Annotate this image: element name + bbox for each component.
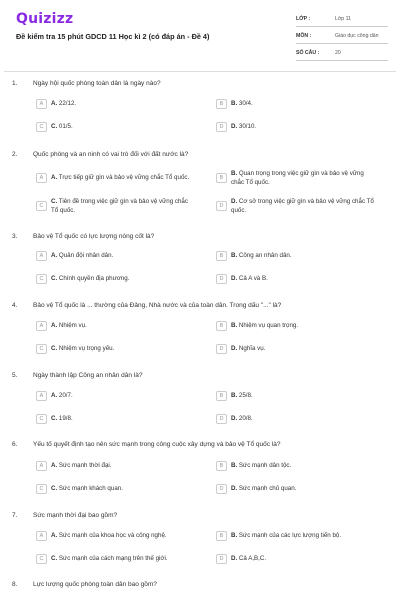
option-letter-box: B [216,531,227,541]
option-prefix: A. [51,252,58,259]
option-prefix: D. [231,275,238,282]
option-letter-box: D [216,122,227,132]
option-letter-box: C [36,414,47,424]
option-text: Tiên đề trong việc giữ gìn và bảo vệ vững chắc Tổ quốc. [51,198,188,214]
meta-value: 20 [335,50,341,56]
option-prefix: D. [231,345,238,352]
option-text: Cả A và B. [238,275,268,282]
header-divider [4,71,396,72]
option-letter-box: D [216,554,227,564]
meta-value: Giáo dục công dân [335,33,379,39]
option-text: Sức mạnh dân tộc. [238,462,292,469]
option-letter-box: C [36,122,47,132]
option-prefix: D. [231,555,238,562]
option-prefix: B. [231,462,238,469]
option-text: 30/4. [238,100,253,107]
option-letter-box: A [36,173,47,183]
option-prefix: D. [231,485,238,492]
option-prefix: A. [51,322,58,329]
option-prefix: A. [51,174,58,181]
option-prefix: B. [231,532,238,539]
option-letter-box: C [36,554,47,564]
meta-row-subject [296,30,388,44]
option-text: Nhiệm vụ trọng yếu. [58,345,115,352]
question-text: Bảo vệ Tổ quốc có lực lượng nòng cốt là? [33,233,155,240]
question-text: Ngày thành lập Công an nhân dân là? [33,372,143,379]
option-letter-box: B [216,173,227,183]
option-text: Sức mạnh của khoa học và công nghệ. [58,532,167,539]
option-letter-box: B [216,391,227,401]
option-prefix: D. [231,198,238,205]
option-letter-box: B [216,99,227,109]
option-prefix: C. [51,345,58,352]
option-text: Trực tiếp giữ gìn và bảo vệ vững chắc Tổ quốc. [58,174,190,181]
option-letter-box: C [36,484,47,494]
option-text: Quan trọng trong việc giữ gìn và bảo vệ vững chắc Tổ quốc. [231,170,364,186]
option-letter-box: D [216,484,227,494]
option-letter-box: A [36,391,47,401]
option-text: Sức mạnh thời đại. [58,462,112,469]
option-text: Nhiệm vụ. [58,322,87,329]
question-number: 3. [12,233,18,240]
meta-row-count [296,47,388,61]
option-text: 01/5. [58,123,73,130]
worksheet-meta [296,13,388,64]
option-letter-box: D [216,201,227,211]
meta-value: Lớp 11 [335,16,351,22]
option-prefix: B. [231,170,238,177]
meta-key: LỚP : [296,16,311,22]
question-text: Yếu tố quyết định tạo nên sức mạnh trong công cuộc xây dựng và bảo vệ Tổ quốc là? [33,441,281,448]
option-text: 25/8. [238,392,253,399]
meta-key: MÔN : [296,33,312,39]
option-prefix: C. [51,485,58,492]
option-prefix: A. [51,100,58,107]
option-letter-box: B [216,321,227,331]
question-text: Lực lượng quốc phòng toàn dân bao gồm? [33,581,157,588]
question-text: Quốc phòng và an ninh có vai trò đối với đất nước là? [33,151,189,158]
option-prefix: B. [231,100,238,107]
option-prefix: D. [231,415,238,422]
option-letter-box: B [216,461,227,471]
option-letter-box: A [36,99,47,109]
option-text: Sức mạnh của cách mạng trên thế giới. [58,555,168,562]
option-prefix: B. [231,322,238,329]
option-prefix: A. [51,532,58,539]
option-text: 19/8. [58,415,73,422]
option-letter-box: A [36,251,47,261]
option-text: 30/10. [238,123,257,130]
option-prefix: C. [51,415,58,422]
option-letter-box: A [36,321,47,331]
question-number: 7. [12,512,18,519]
option-letter-box: D [216,414,227,424]
option-prefix: A. [51,462,58,469]
option-text: Sức mạnh của các lực lượng tiến bộ. [238,532,342,539]
option-prefix: C. [51,123,58,130]
option-prefix: A. [51,392,58,399]
worksheet-header [0,0,400,64]
meta-row-class [296,13,388,27]
option-prefix: B. [231,392,238,399]
option-text: Quân đội nhân dân. [58,252,114,259]
question-number: 4. [12,302,18,309]
option-text: Sức mạnh khách quan. [58,485,123,492]
option-text: Cả A,B,C. [238,555,267,562]
option-letter-box: C [36,344,47,354]
option-text: Cơ sở trong việc giữ gìn và bảo vệ vững chắc Tổ quốc. [231,198,374,214]
worksheet-title: Đề kiểm tra 15 phút GDCD 11 Học kì 2 (có đáp án - Đề 4) [16,32,210,41]
question-text: Sức mạnh thời đại bao gồm? [33,512,118,519]
option-text: 20/8. [238,415,253,422]
option-prefix: B. [231,252,238,259]
option-letter-box: D [216,344,227,354]
option-text: Công an nhân dân. [238,252,292,259]
option-letter-box: A [36,461,47,471]
question-number: 1. [12,80,18,87]
meta-key: SỐ CÂU : [296,50,320,56]
question-text: Ngày hội quốc phòng toàn dân là ngày nào? [33,80,161,87]
option-letter-box: C [36,274,47,284]
option-text: 22/12. [58,100,77,107]
question-number: 5. [12,372,18,379]
option-text: Sức mạnh chủ quan. [238,485,297,492]
option-prefix: D. [231,123,238,130]
option-text: 20/7. [58,392,73,399]
option-text: Nhiệm vụ quan trọng. [238,322,299,329]
question-number: 2. [12,151,18,158]
option-text: Nghĩa vụ. [238,345,266,352]
question-number: 6. [12,441,18,448]
question-text: Bảo vệ Tổ quốc là ... thường của Đảng, Nhà nước và của toàn dân. Trong dấu "..." là? [33,302,282,309]
option-prefix: C. [51,275,58,282]
option-prefix: C. [51,555,58,562]
question-number: 8. [12,581,18,588]
option-text: Chính quyền địa phương. [58,275,130,282]
quizizz-logo: Quizizz [16,11,74,27]
option-letter-box: B [216,251,227,261]
option-letter-box: D [216,274,227,284]
option-letter-box: A [36,531,47,541]
option-prefix: C. [51,198,58,205]
option-letter-box: C [36,201,47,211]
